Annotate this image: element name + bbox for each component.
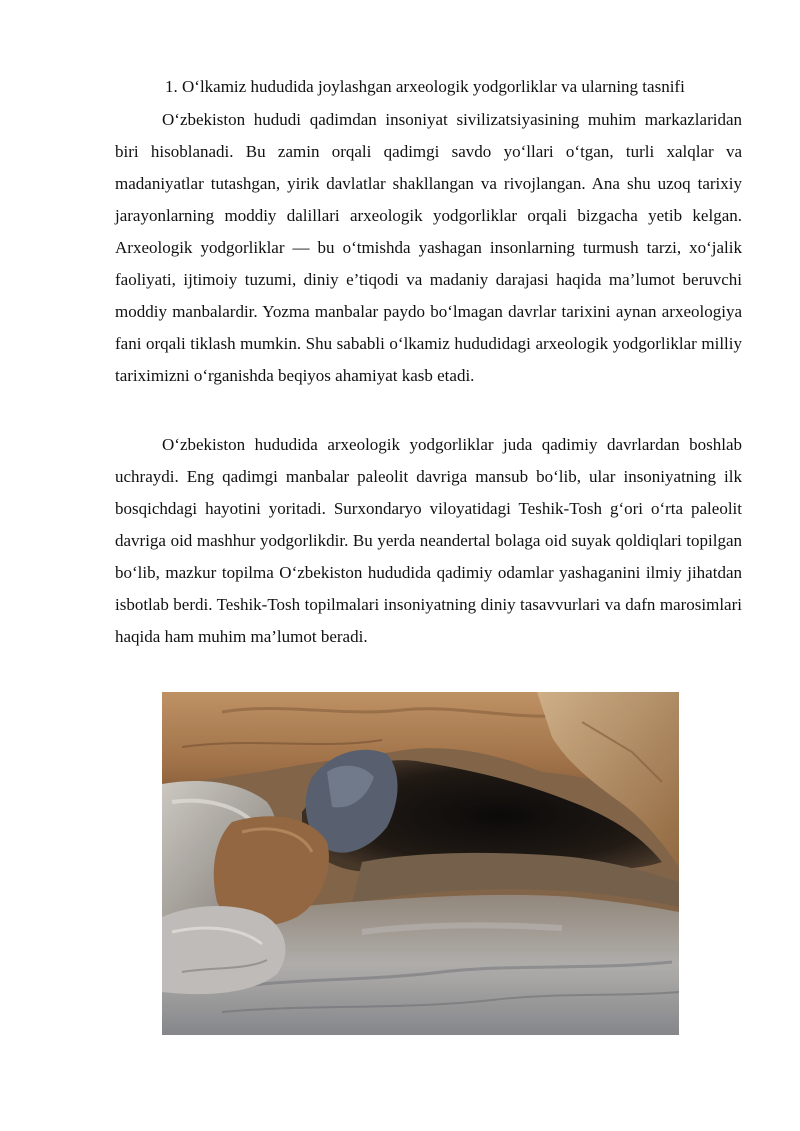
- cave-photo: [162, 692, 679, 1035]
- cave-photo-illustration: [162, 692, 679, 1035]
- paragraph-teshik-tosh: O‘zbekiston hududida arxeologik yodgorliklar juda qadimiy davrlardan boshlab uchraydi. Eng qadimgi manbalar paleolit davriga mansub bo‘lib, ular insoniyatning ilk bosqichdagi hayotini yoritadi. Surxondaryo viloyatidagi Teshik-Tosh g‘ori o‘rta paleolit davriga oid mashhur yodgorlikdir. Bu yerda neandertal bolaga oid suyak qoldiqlari topilgan bo‘lib, mazkur topilma O‘zbekiston hududida qadimiy odamlar yashaganini ilmiy jihatdan isbotlab berdi. Teshik-Tosh topilmalari insoniyatning diniy tasavvurlari va dafn marosimlari haqida ham muhim ma’lumot beradi.: [115, 435, 742, 646]
- section-heading: 1. O‘lkamiz hududida joylashgan arxeologik yodgorliklar va ularning tasnifi: [165, 77, 685, 96]
- paragraph-intro: O‘zbekiston hududi qadimdan insoniyat sivilizatsiyasining muhim markazlaridan biri hisoblanadi. Bu zamin orqali qadimgi savdo yo‘llari o‘tgan, turli xalqlar va madaniyatlar tutashgan, yirik davlatlar shakllangan va rivojlangan. Ana shu uzoq tarixiy jarayonlarning moddiy dalillari arxeologik yodgorliklar orqali bizgacha yetib kelgan. Arxeologik yodgorliklar — bu o‘tmishda yashagan insonlarning turmush tarzi, xo‘jalik faoliyati, ijtimoiy tuzumi, diniy e’tiqodi va madaniy darajasi haqida ma’lumot beruvchi moddiy manbalardir. Yozma manbalar paydo bo‘lmagan davrlar tarixini aynan arxeologiya fani orqali tiklash mumkin. Shu sababli o‘lkamiz hududidagi arxeologik yodgorliklar milliy tariximizni o‘rganishda beqiyos ahamiyat kasb etadi.: [115, 110, 742, 385]
